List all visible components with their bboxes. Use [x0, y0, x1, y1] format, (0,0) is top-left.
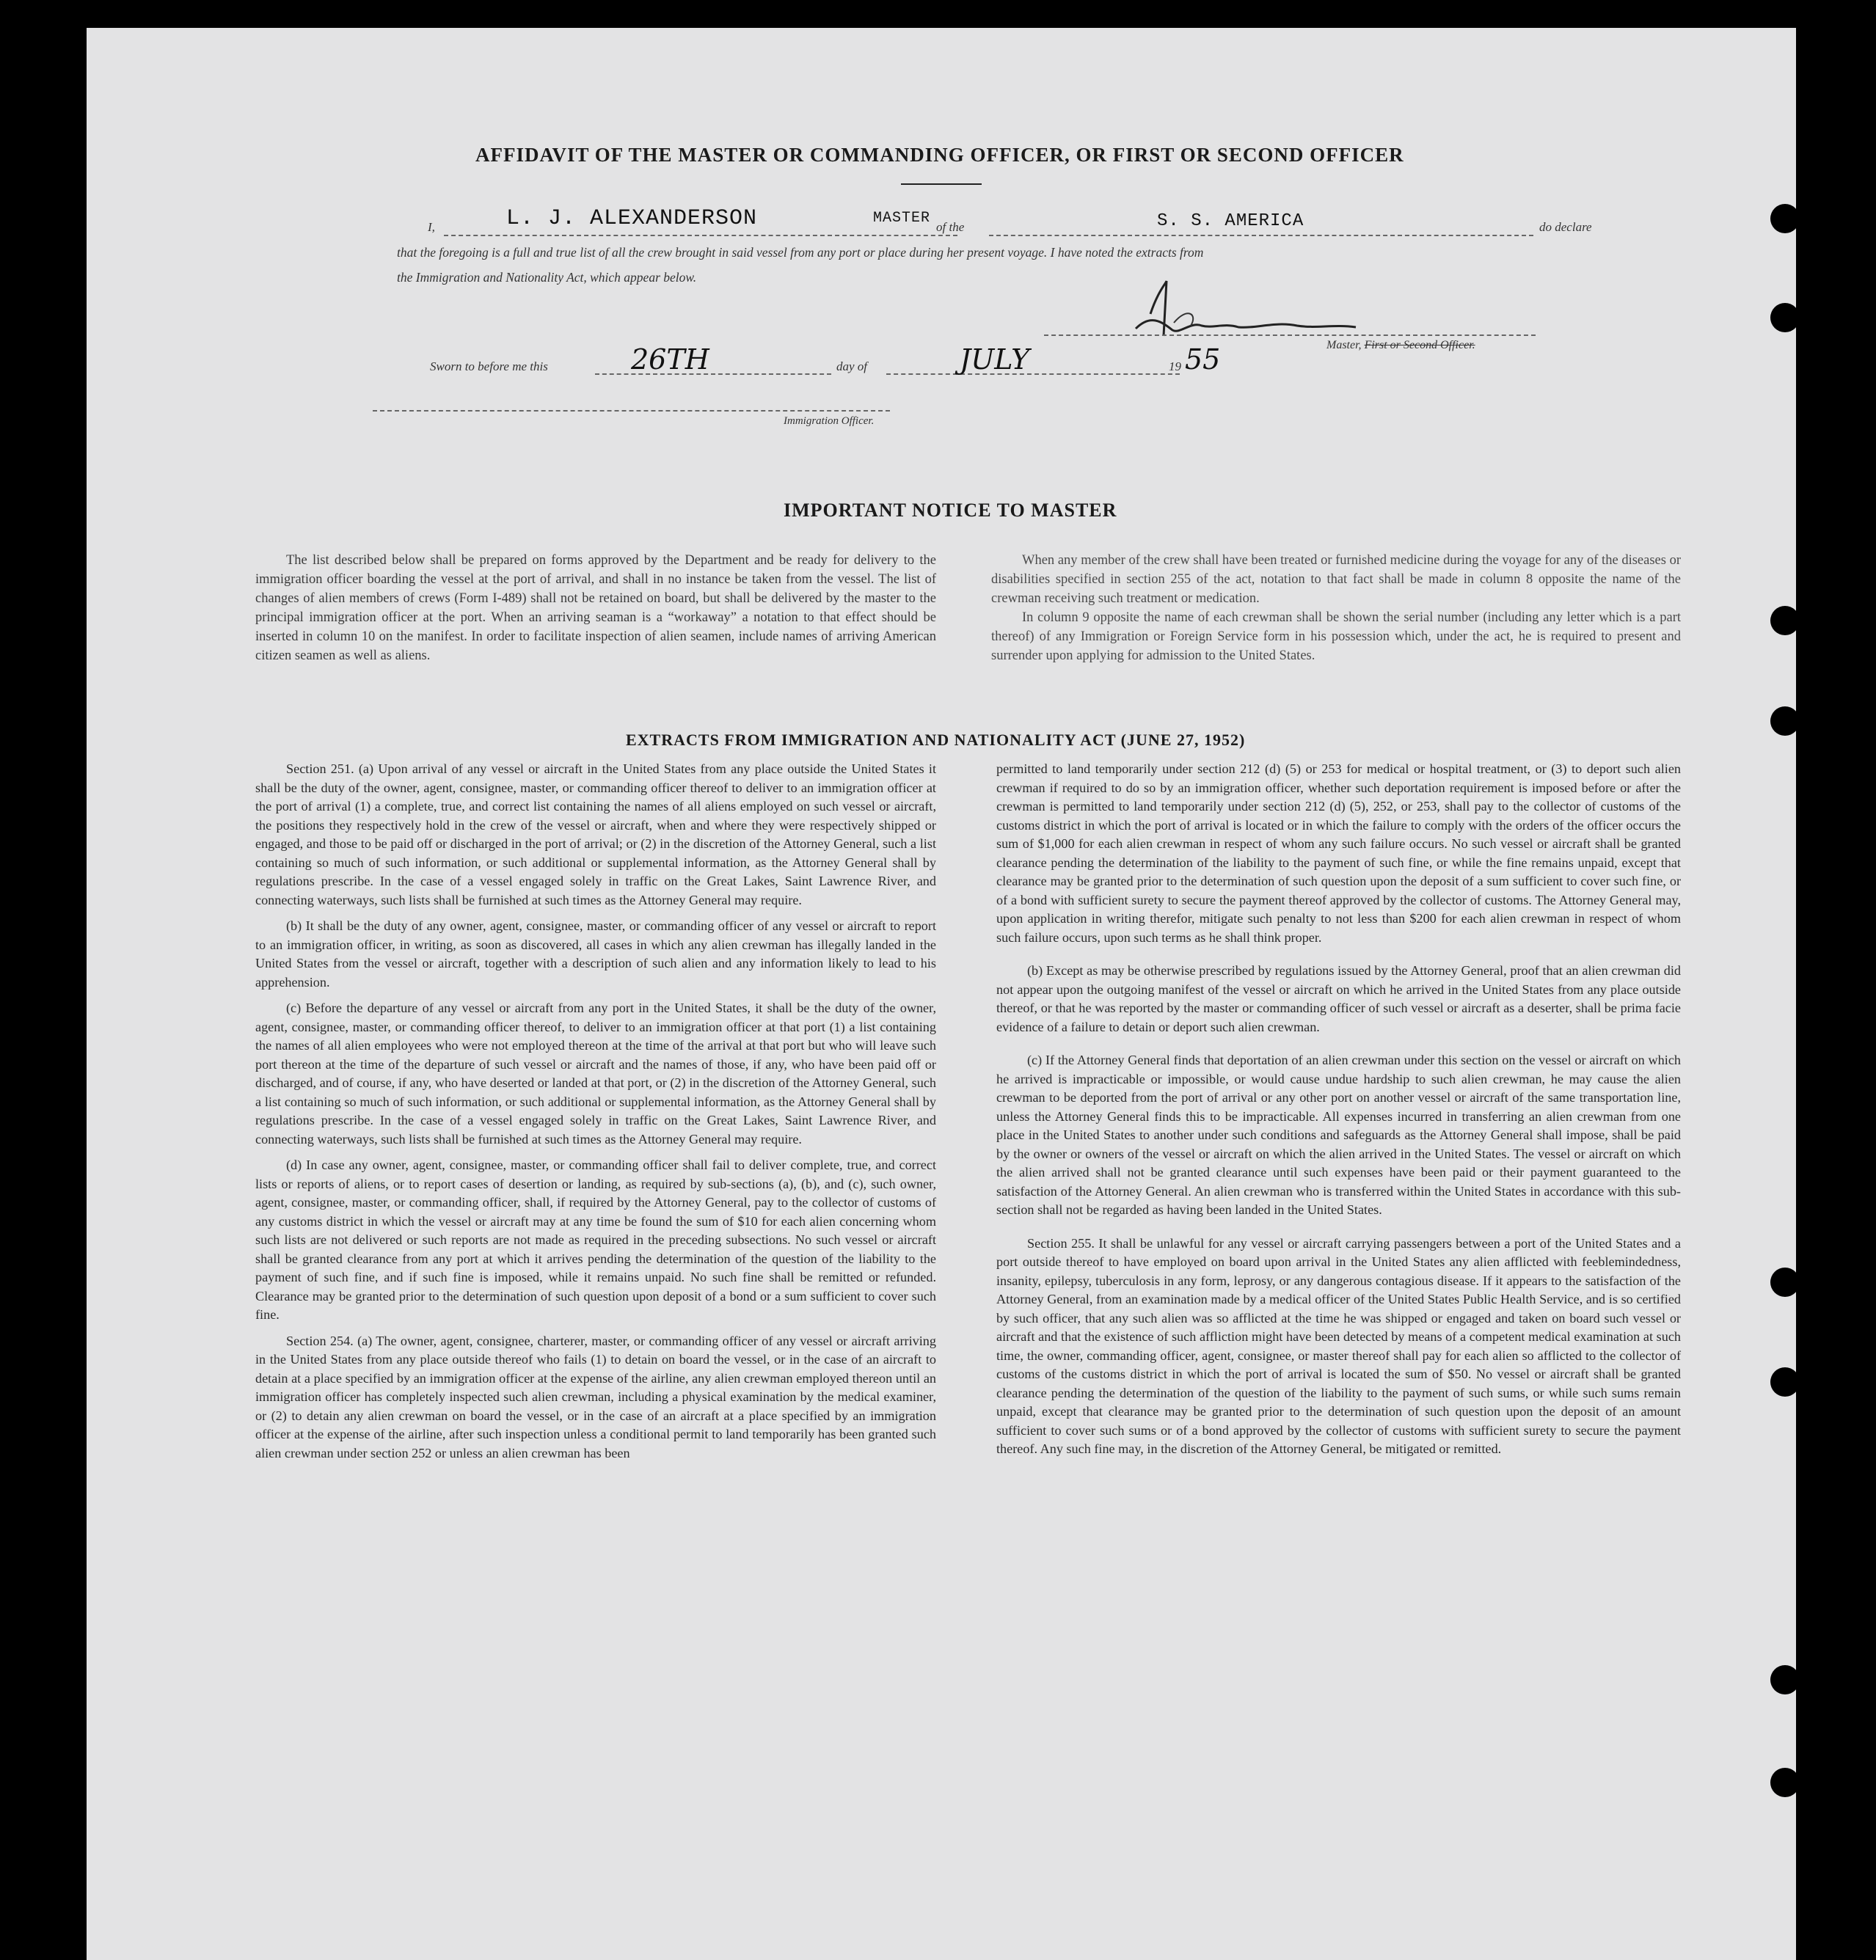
section-254-b: (b) Except as may be otherwise prescribed by regulations issued by the Attorney General, proof that an alien crewman did not appear upon the outgoing manifest of the vessel or aircraft on which he arrived in the United States from any place outside thereof, or that he was reported by the master or commanding officer of such vessel or aircraft as a deserter, shall be prima facie evidence of a failure to detain or deport such alien crewman.	[996, 963, 1681, 1034]
section-251-b: (b) It shall be the duty of any owner, agent, consignee, master, or commanding officer of any vessel or aircraft to report to an immigration officer, in writing, as soon as discovered, all cases in which any alien crewman has illegally landed in the United States from the vessel or aircraft, together with a description of such alien and any information likely to lead to his apprehension.	[255, 918, 936, 990]
notice-right-p2: In column 9 opposite the name of each crewman shall be shown the serial number (including any letter which is a part thereof) of any Immigration or Foreign Service form in his possession which, under the act, he is required to present and surrender upon applying for admission to the United States.	[991, 610, 1681, 663]
title-rule	[901, 183, 982, 185]
year-prefix: 19	[1169, 359, 1181, 373]
notice-title: IMPORTANT NOTICE TO MASTER	[784, 500, 1117, 521]
extracts-left-column	[255, 760, 936, 1470]
section-255: Section 255. It shall be unlawful for any vessel or aircraft carrying passengers between a port of the United States and a port outside thereof to have employed on board upon arrival in the United States any alien afflicted with feeblemindedness, insanity, epilepsy, tuberculosis in any form, leprosy, or any dangerous contagious disease. If it appears to the satisfaction of the Attorney General, from an examination made by a medical officer of the United States Public Health Service, and is so certified by such officer, that any such alien was so afflicted at the time he was shipped or engaged and taken on board such vessel or aircraft and that the existence of such affliction might have been detected by means of a competent medical examination at such time, the owner, commanding officer, agent, consignee, or master thereof shall pay for each alien so afflicted to the collector of customs of the customs district in which the port of arrival is located the sum of $50. No vessel or aircraft shall be granted clearance pending the determination of the question of the liability to the payment of such sums, or while such sums remain unpaid, except that clearance may be granted prior to the determination of such question upon the deposit of an amount sufficient to cover such sums or of a bond approved by the collector of customs with sufficient surety to secure the payment thereof. Any such fine may, in the discretion of the Attorney General, be mitigated or remitted.	[996, 1235, 1681, 1456]
punch-hole	[1770, 1768, 1800, 1797]
section-254-a-cont: permitted to land temporarily under section 212 (d) (5) or 253 for medical or hospital treatment, or (3) to deport such alien crewman if required to do so by an immigration officer, whether such deportation requirement is imposed before or after the crewman is permitted to land temporarily under section 212 (d) (5), 252, or 253, shall pay to the collector of customs of the customs district in which the port of arrival is located or in which the failure to comply with the orders of the officer occurs the sum of $1,000 for each alien crewman in respect of whom any such failure occurs. No such vessel or aircraft shall be granted clearance pending the determination of the liability to the payment of such fine, or while the fine remains unpaid, except that clearance may be granted prior to the determination of such question upon the deposit of a sum sufficient to cover such fine, or of a bond with sufficient surety to secure the payment thereof approved by the collector of customs. The Attorney General may, upon application in writing therefor, mitigate such penalty to not less than $200 for each alien crewman in respect of whom such failure occurs, upon such terms as he shall think proper.	[996, 761, 1681, 945]
vessel-line	[989, 235, 1533, 236]
punch-hole	[1770, 204, 1800, 233]
section-251-a: Section 251. (a) Upon arrival of any vessel or aircraft in the United States from any place outside the United States it shall be the duty of the owner, agent, consignee, master, or commanding officer thereof to deliver to an immigration officer at the port of arrival (1) a complete, true, and correct list containing the names of all aliens employed on such vessel or aircraft, the positions they respectively hold in the crew of the vessel or aircraft, when and where they were respectively shipped or engaged, and those to be paid off or discharged in the port of arrival; or (2) in the discretion of the Attorney General, such a list containing so much of such information, or such additional or supplemental information, as the Attorney General shall by regulations prescribe. In the case of a vessel engaged solely in traffic on the Great Lakes, Saint Lawrence River, and connecting waterways, such lists shall be furnished at such times as the Attorney General may require.	[255, 761, 936, 907]
day-of-label: day of	[836, 359, 868, 373]
officer-caption: Immigration Officer.	[784, 415, 875, 427]
section-254-c: (c) If the Attorney General finds that deportation of an alien crewman under this section on the vessel or aircraft on which he arrived is impracticable or impossible, or would cause undue hardship to such alien crewman, he may cause the alien crewman to be deported from the port of arrival or any other port on another vessel or aircraft of the same transportation line, unless the Attorney General finds this to be impracticable. All expenses incurred in transferring an alien crewman from one place in the United States to another under such conditions and safeguards as the Attorney General shall impose, shall be paid by the owner or owners of the vessel or aircraft on which the alien arrived in the United States. The vessel or aircraft on which the alien arrived shall not be granted clearance until such expenses have been paid or their payment guaranteed to the satisfaction of the Attorney General. An alien crewman who is transferred within the United States in accordance with this sub-section shall not be regarded as having been landed in the United States.	[996, 1053, 1681, 1217]
sworn-prefix: Sworn to before me this	[430, 359, 548, 373]
notice-left	[255, 551, 936, 665]
vessel-name: S. S. AMERICA	[1157, 211, 1304, 231]
punch-hole	[1770, 706, 1800, 736]
signature-line	[1044, 334, 1536, 336]
affidavit-line-2: that the foregoing is a full and true list of all the crew brought in said vessel from any port or place during her present voyage. I have noted the extracts from	[397, 245, 1204, 260]
notice-right	[991, 551, 1681, 665]
notice-left-text: The list described below shall be prepared on forms approved by the Department and be ready for delivery to the immigration officer boarding the vessel at the port of arrival, and shall in no instance be taken from the vessel. The list of changes of alien members of crews (Form I-489) shall not be retained on board, but shall be delivered by the master to the principal immigration officer at the port. When an arriving seaman is a “workaway” a notation to that effect should be inserted in column 10 on the manifest. In order to facilitate inspection of alien seamen, include names of arriving American citizen seamen as well as aliens.	[255, 553, 936, 663]
master-rank: MASTER	[873, 210, 931, 227]
punch-hole	[1770, 606, 1800, 635]
sworn-month: JULY	[960, 343, 1030, 376]
notice-right-p1: When any member of the crew shall have been treated or furnished medicine during the voyage for any of the diseases or disabilities specified in section 255 of the act, notation to that fact shall be made in column 8 opposite the name of the crewman receiving such treatment or medication.	[991, 553, 1681, 606]
sworn-year: 55	[1185, 343, 1221, 376]
punch-hole	[1770, 1665, 1800, 1694]
do-declare-label: do declare	[1539, 220, 1592, 234]
name-line	[444, 235, 957, 236]
signature-caption-master: Master,	[1326, 339, 1362, 351]
punch-hole	[1770, 1268, 1800, 1297]
affidavit-title: AFFIDAVIT OF THE MASTER OR COMMANDING OFFICER, OR FIRST OR SECOND OFFICER	[475, 144, 1404, 166]
section-251-c: (c) Before the departure of any vessel or aircraft from any port in the United States, it shall be the duty of the owner, agent, consignee, master, or commanding officer thereof, to deliver to an immigration officer at that port (1) a list containing the names of all alien employees who were not employed thereon at the time of the arrival at that port but who will leave such port thereon at the time of the departure of such vessel or aircraft and the names of those, if any, who have been paid off or discharged, and of course, if any, who have deserted or landed at that port, or (2) in the discretion of the Attorney General, such a list containing so much of such information, or such additional or supplemental information, as the Attorney General shall by regulations prescribe. In the case of a vessel engaged solely in traffic on the Great Lakes, Saint Lawrence River, and connecting waterways, such lists shall be furnished at such times as the Attorney General may require.	[255, 1001, 936, 1147]
extracts-title: EXTRACTS FROM IMMIGRATION AND NATIONALITY ACT (JUNE 27, 1952)	[626, 731, 1246, 749]
of-the-label: of the	[936, 220, 965, 234]
month-line	[886, 373, 1180, 375]
master-name: L. J. ALEXANDERSON	[506, 206, 758, 231]
signature-caption-struck: First or Second Officer.	[1364, 339, 1475, 351]
punch-hole	[1770, 303, 1800, 332]
section-254-a: Section 254. (a) The owner, agent, consignee, charterer, master, or commanding officer of any vessel or aircraft arriving in the United States from any place outside thereof who fails (1) to detain on board the vessel, or in the case of an aircraft to detain at a place specified by an immigration officer at the expense of the airline, any alien crewman employed thereon until an immigration officer has completely inspected such alien crewman, including a physical examination by the medical examiner, or (2) to detain any alien crewman on board the vessel, or in the case of an aircraft at a place specified by an immigration officer at the expense of the airline, after such inspection unless a conditional permit to land temporarily has been granted such alien crewman under section 252 or unless an alien crewman has been	[255, 1333, 936, 1460]
signature-caption	[1326, 339, 1475, 352]
officer-signature-line	[373, 410, 890, 412]
section-251-d: (d) In case any owner, agent, consignee, master, or commanding officer shall fail to deliver complete, true, and correct lists or reports of aliens, or to report cases of desertion or landing, as required by sub-sections (a), (b), and (c), such owner, agent, consignee, master, or commanding officer, shall, if required by the Attorney General, pay to the collector of customs of any customs district in which the vessel or aircraft may at any time be found the sum of $10 for each alien concerning whom such lists are not delivered or such reports are not made as required in the preceding subsections. No such vessel or aircraft shall be granted clearance from any port at which it arrives pending the determination of the question of the liability to the payment of such fine, and if such fine is imposed, while it remains unpaid. No such fine shall be remitted or refunded. Clearance may be granted prior to the determination of such question upon deposit of a bond or a sum sufficient to cover such fine.	[255, 1158, 936, 1322]
punch-hole	[1770, 1367, 1800, 1397]
sworn-day: 26TH	[631, 343, 709, 376]
affidavit-line-3: the Immigration and Nationality Act, which appear below.	[397, 270, 697, 285]
prefix-i: I,	[428, 220, 435, 234]
document-page	[87, 28, 1796, 1960]
extracts-right-column	[996, 760, 1681, 1466]
